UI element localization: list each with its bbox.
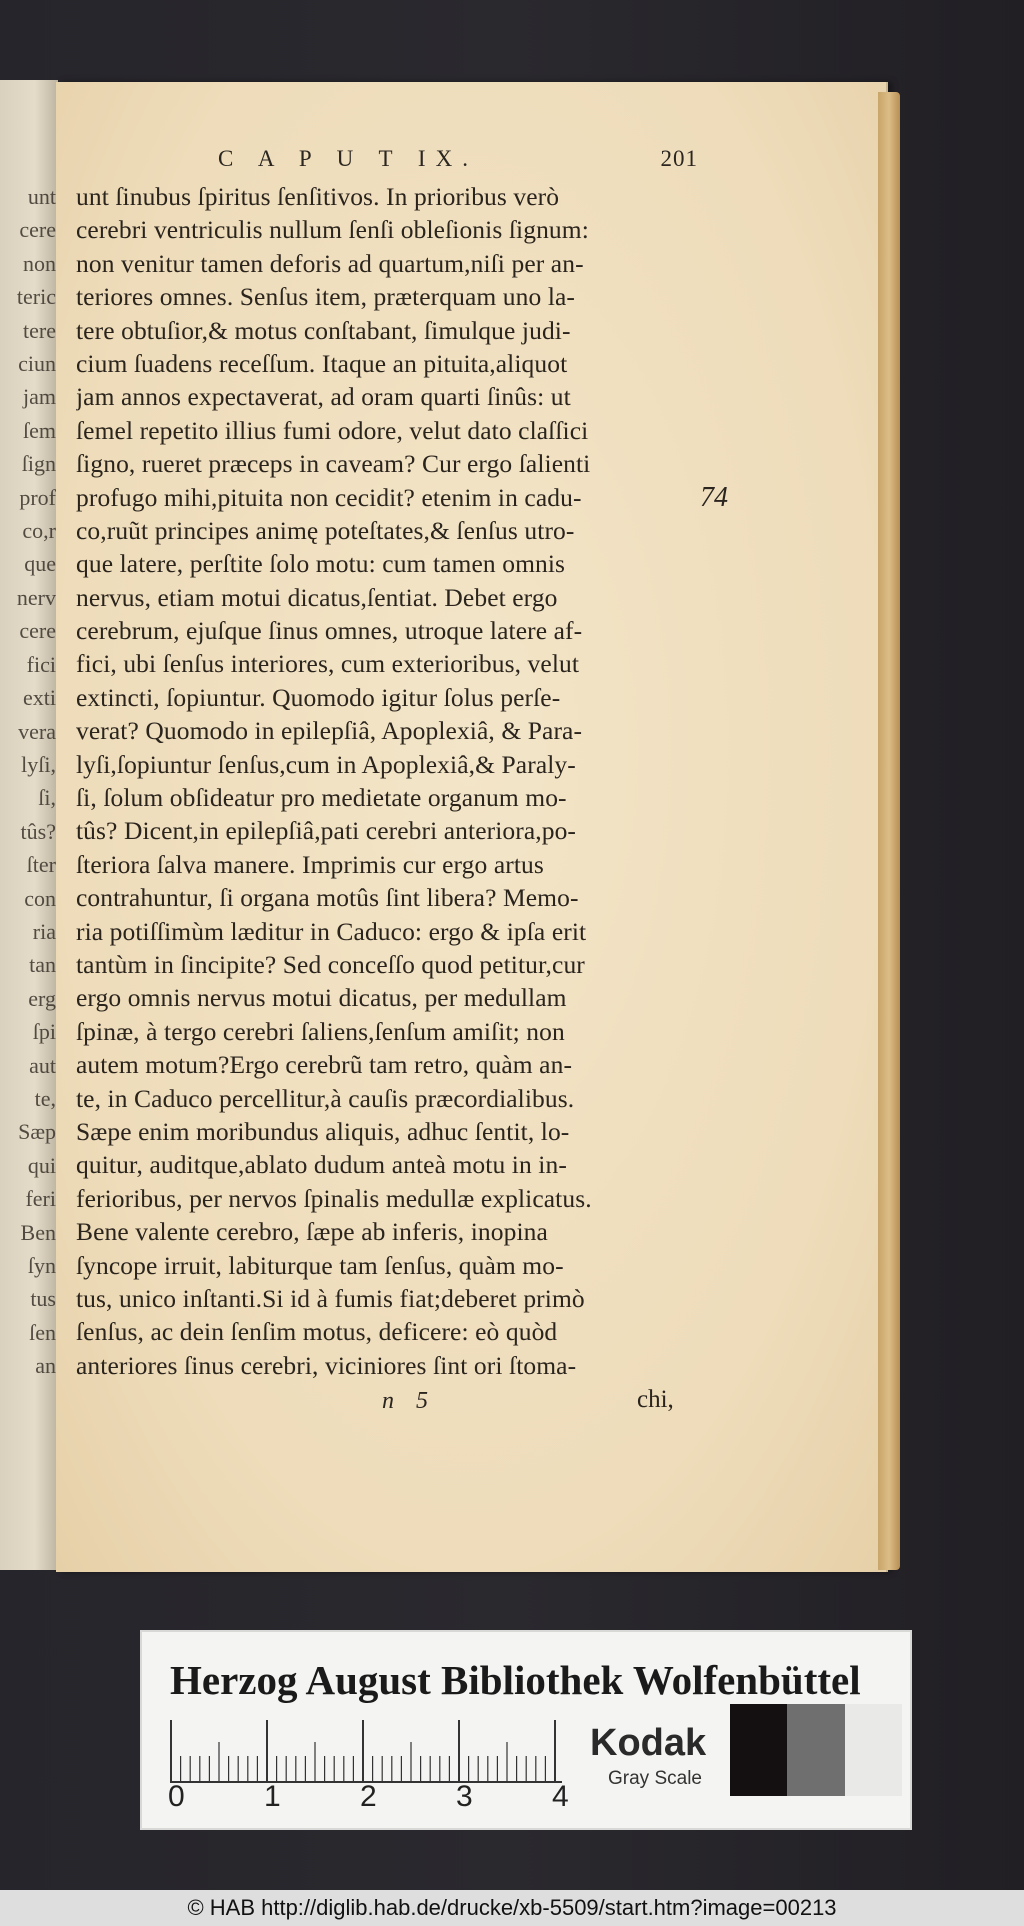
facing-page-fragment: ria xyxy=(32,918,56,944)
text-line: contrahuntur, ſi organa motûs ſint libera? Memo- xyxy=(76,883,579,913)
text-line: fici, ubi ſenſus interiores, cum exterioribus, velut xyxy=(76,649,580,679)
color-target-card xyxy=(140,1630,912,1830)
text-line: ferioribus, per nervos ſpinalis medullæ explicatus. xyxy=(76,1183,592,1213)
text-line: unt ſinubus ſpiritus ſenſitivos. In prioribus verò xyxy=(76,182,560,211)
facing-page-fragment: tus xyxy=(30,1286,56,1312)
facing-page-fragment: tere xyxy=(23,317,56,343)
facing-page-fragment: an xyxy=(35,1353,56,1379)
facing-page-fragment: aut xyxy=(29,1052,56,1078)
text-line: ſyncope irruit, labiturque tam ſenſus, quàm mo- xyxy=(76,1250,564,1280)
facing-page-fragment: co,r xyxy=(22,518,56,544)
gray-patch xyxy=(730,1704,787,1796)
facing-page-fragment: ſign xyxy=(21,451,56,477)
text-line: cerebri ventriculis nullum ſenſi obleſionis ſignum: xyxy=(76,215,589,245)
text-line: lyſi,ſopiuntur ſenſus,cum in Apoplexiâ,& Paraly- xyxy=(76,749,576,779)
facing-page-fragment: tûs? xyxy=(20,818,56,844)
facing-page-fragment: unt xyxy=(27,184,56,209)
facing-page-fragment: vera xyxy=(18,718,56,744)
facing-page-fragment: ciun xyxy=(18,351,56,377)
facing-page-fragment: jam xyxy=(23,384,56,410)
facing-page-fragment: con xyxy=(24,885,56,911)
page-fore-edge xyxy=(878,92,900,1570)
ruler-label: 2 xyxy=(360,1780,377,1813)
gray-patch xyxy=(845,1704,902,1796)
facing-page-fragment: feri xyxy=(25,1186,56,1212)
text-line: verat? Quomodo in epilepſiâ, Apoplexiâ, & Para- xyxy=(76,716,583,746)
facing-page-fragment: fici xyxy=(26,651,56,677)
text-line: anteriores ſinus cerebri, viciniores ſint ori ſtoma- xyxy=(76,1350,577,1380)
text-line: ſi, ſolum obſideatur pro medietate organum mo- xyxy=(76,783,567,813)
facing-page-fragment: ſyn xyxy=(27,1253,56,1278)
margin-note: 74 xyxy=(700,482,728,513)
text-line: cium ſuadens receſſum. Itaque an pituita,aliquot xyxy=(76,348,568,378)
text-line: te, in Caduco percellitur,à cauſis præcordialibus. xyxy=(76,1083,575,1113)
ruler-label: 4 xyxy=(552,1780,569,1813)
facing-page-text xyxy=(2,180,56,1383)
text-line: ria potiſſimùm læditur in Caduco: ergo & ipſa erit xyxy=(76,916,587,946)
text-line: extincti, ſopiuntur. Quomodo igitur ſolus perſe- xyxy=(76,682,561,712)
facing-page-fragment: que xyxy=(24,551,56,577)
facing-page-fragment: Ben xyxy=(20,1219,56,1245)
text-line: ſenſus, ac dein ſenſim motus, deficere: eò quòd xyxy=(76,1317,558,1347)
facing-page-fragment: Sæp xyxy=(18,1119,56,1145)
facing-page-fragment: te, xyxy=(34,1085,56,1111)
text-line: tus, unico inſtanti.Si id à fumis fiat;deberet primò xyxy=(76,1283,585,1313)
facing-page-fragment: ſen xyxy=(29,1319,56,1345)
text-line: ſigno, rueret præceps in caveam? Cur ergo ſalienti xyxy=(76,449,591,479)
ruler-scale xyxy=(170,1720,562,1784)
footer-credit: © HAB http://diglib.hab.de/drucke/xb-5509/start.htm?image=00213 xyxy=(0,1890,1024,1926)
facing-page-fragment: non xyxy=(23,250,56,276)
page-number: 201 xyxy=(660,146,698,171)
ruler-label: 1 xyxy=(264,1780,281,1813)
ruler-label: 0 xyxy=(168,1780,185,1813)
facing-page-fragment: lyſi, xyxy=(21,751,56,777)
text-line: Sæpe enim moribundus aliquis, adhuc ſentit, lo- xyxy=(76,1116,570,1146)
text-line: co,ruũt principes animę poteſtates,& ſenſus utro- xyxy=(76,515,575,545)
facing-page-fragment: ſter xyxy=(26,852,56,878)
facing-page-fragment: ſi, xyxy=(38,785,56,811)
chapter-heading: C A P U T IX. xyxy=(218,146,478,171)
catchword: chi, xyxy=(637,1386,674,1413)
facing-page-fragment: tan xyxy=(29,952,56,978)
text-line: ſpinæ, à tergo cerebri ſaliens,ſenſum amiſit; non xyxy=(76,1016,565,1046)
running-head xyxy=(218,146,698,176)
facing-page-edge xyxy=(0,80,58,1570)
text-line: tere obtuſior,& motus conſtabant, ſimulque judi- xyxy=(76,315,571,345)
facing-page-fragment: ſpi xyxy=(32,1019,56,1045)
text-line: teriores omnes. Senſus item, præterquam uno la- xyxy=(76,282,576,312)
text-line: ſteriora ſalva manere. Imprimis cur ergo artus xyxy=(76,849,544,879)
ruler-labels xyxy=(168,1780,588,1820)
text-line: tantùm in ſincipite? Sed conceſſo quod petitur,cur xyxy=(76,949,585,979)
text-line: que latere, perſtite ſolo motu: cum tamen omnis xyxy=(76,549,566,579)
text-line: jam annos expectaverat, ad oram quarti ſinûs: ut xyxy=(76,382,571,412)
text-line: non venitur tamen deforis ad quartum,niſi per an- xyxy=(76,248,584,278)
text-line: cerebrum, ejuſque ſinus omnes, utroque latere af- xyxy=(76,616,583,646)
gray-scale-label: Gray Scale xyxy=(608,1768,702,1789)
text-line: ſemel repetito illius fumi odore, velut dato claſſici xyxy=(76,415,589,445)
facing-page-fragment: cere xyxy=(19,618,56,644)
text-line: quitur, auditque,ablato dudum anteà motu in in- xyxy=(76,1150,567,1180)
library-name: Herzog August Bibliothek Wolfenbüttel xyxy=(170,1657,861,1703)
text-line: autem motum?Ergo cerebrũ tam retro, quàm an- xyxy=(76,1050,573,1080)
facing-page-fragment: teric xyxy=(16,284,56,310)
text-line: Bene valente cerebro, ſæpe ab inferis, inopina xyxy=(76,1217,548,1247)
text-line: nervus, etiam motui dicatus,ſentiat. Debet ergo xyxy=(76,582,558,612)
text-line: tûs? Dicent,in epilepſiâ,pati cerebri anteriora,po- xyxy=(76,816,577,846)
body-text xyxy=(76,180,686,1382)
facing-page-fragment: cere xyxy=(19,217,56,243)
signature-mark: n 5 xyxy=(382,1388,436,1414)
facing-page-fragment: ſem xyxy=(23,417,56,443)
facing-page-fragment: qui xyxy=(27,1152,56,1178)
gray-patch xyxy=(787,1704,844,1796)
facing-page-fragment: exti xyxy=(23,685,56,711)
facing-page-fragment: nerv xyxy=(16,584,56,610)
text-line: profugo mihi,pituita non cecidit? etenim in cadu- xyxy=(76,482,582,512)
facing-page-fragment: erg xyxy=(28,985,56,1011)
kodak-logo: Kodak xyxy=(590,1722,707,1764)
gray-scale-patches xyxy=(730,1704,902,1796)
ruler-label: 3 xyxy=(456,1780,473,1813)
facing-page-fragment: prof xyxy=(19,484,56,510)
text-line: ergo omnis nervus motui dicatus, per medullam xyxy=(76,983,567,1013)
